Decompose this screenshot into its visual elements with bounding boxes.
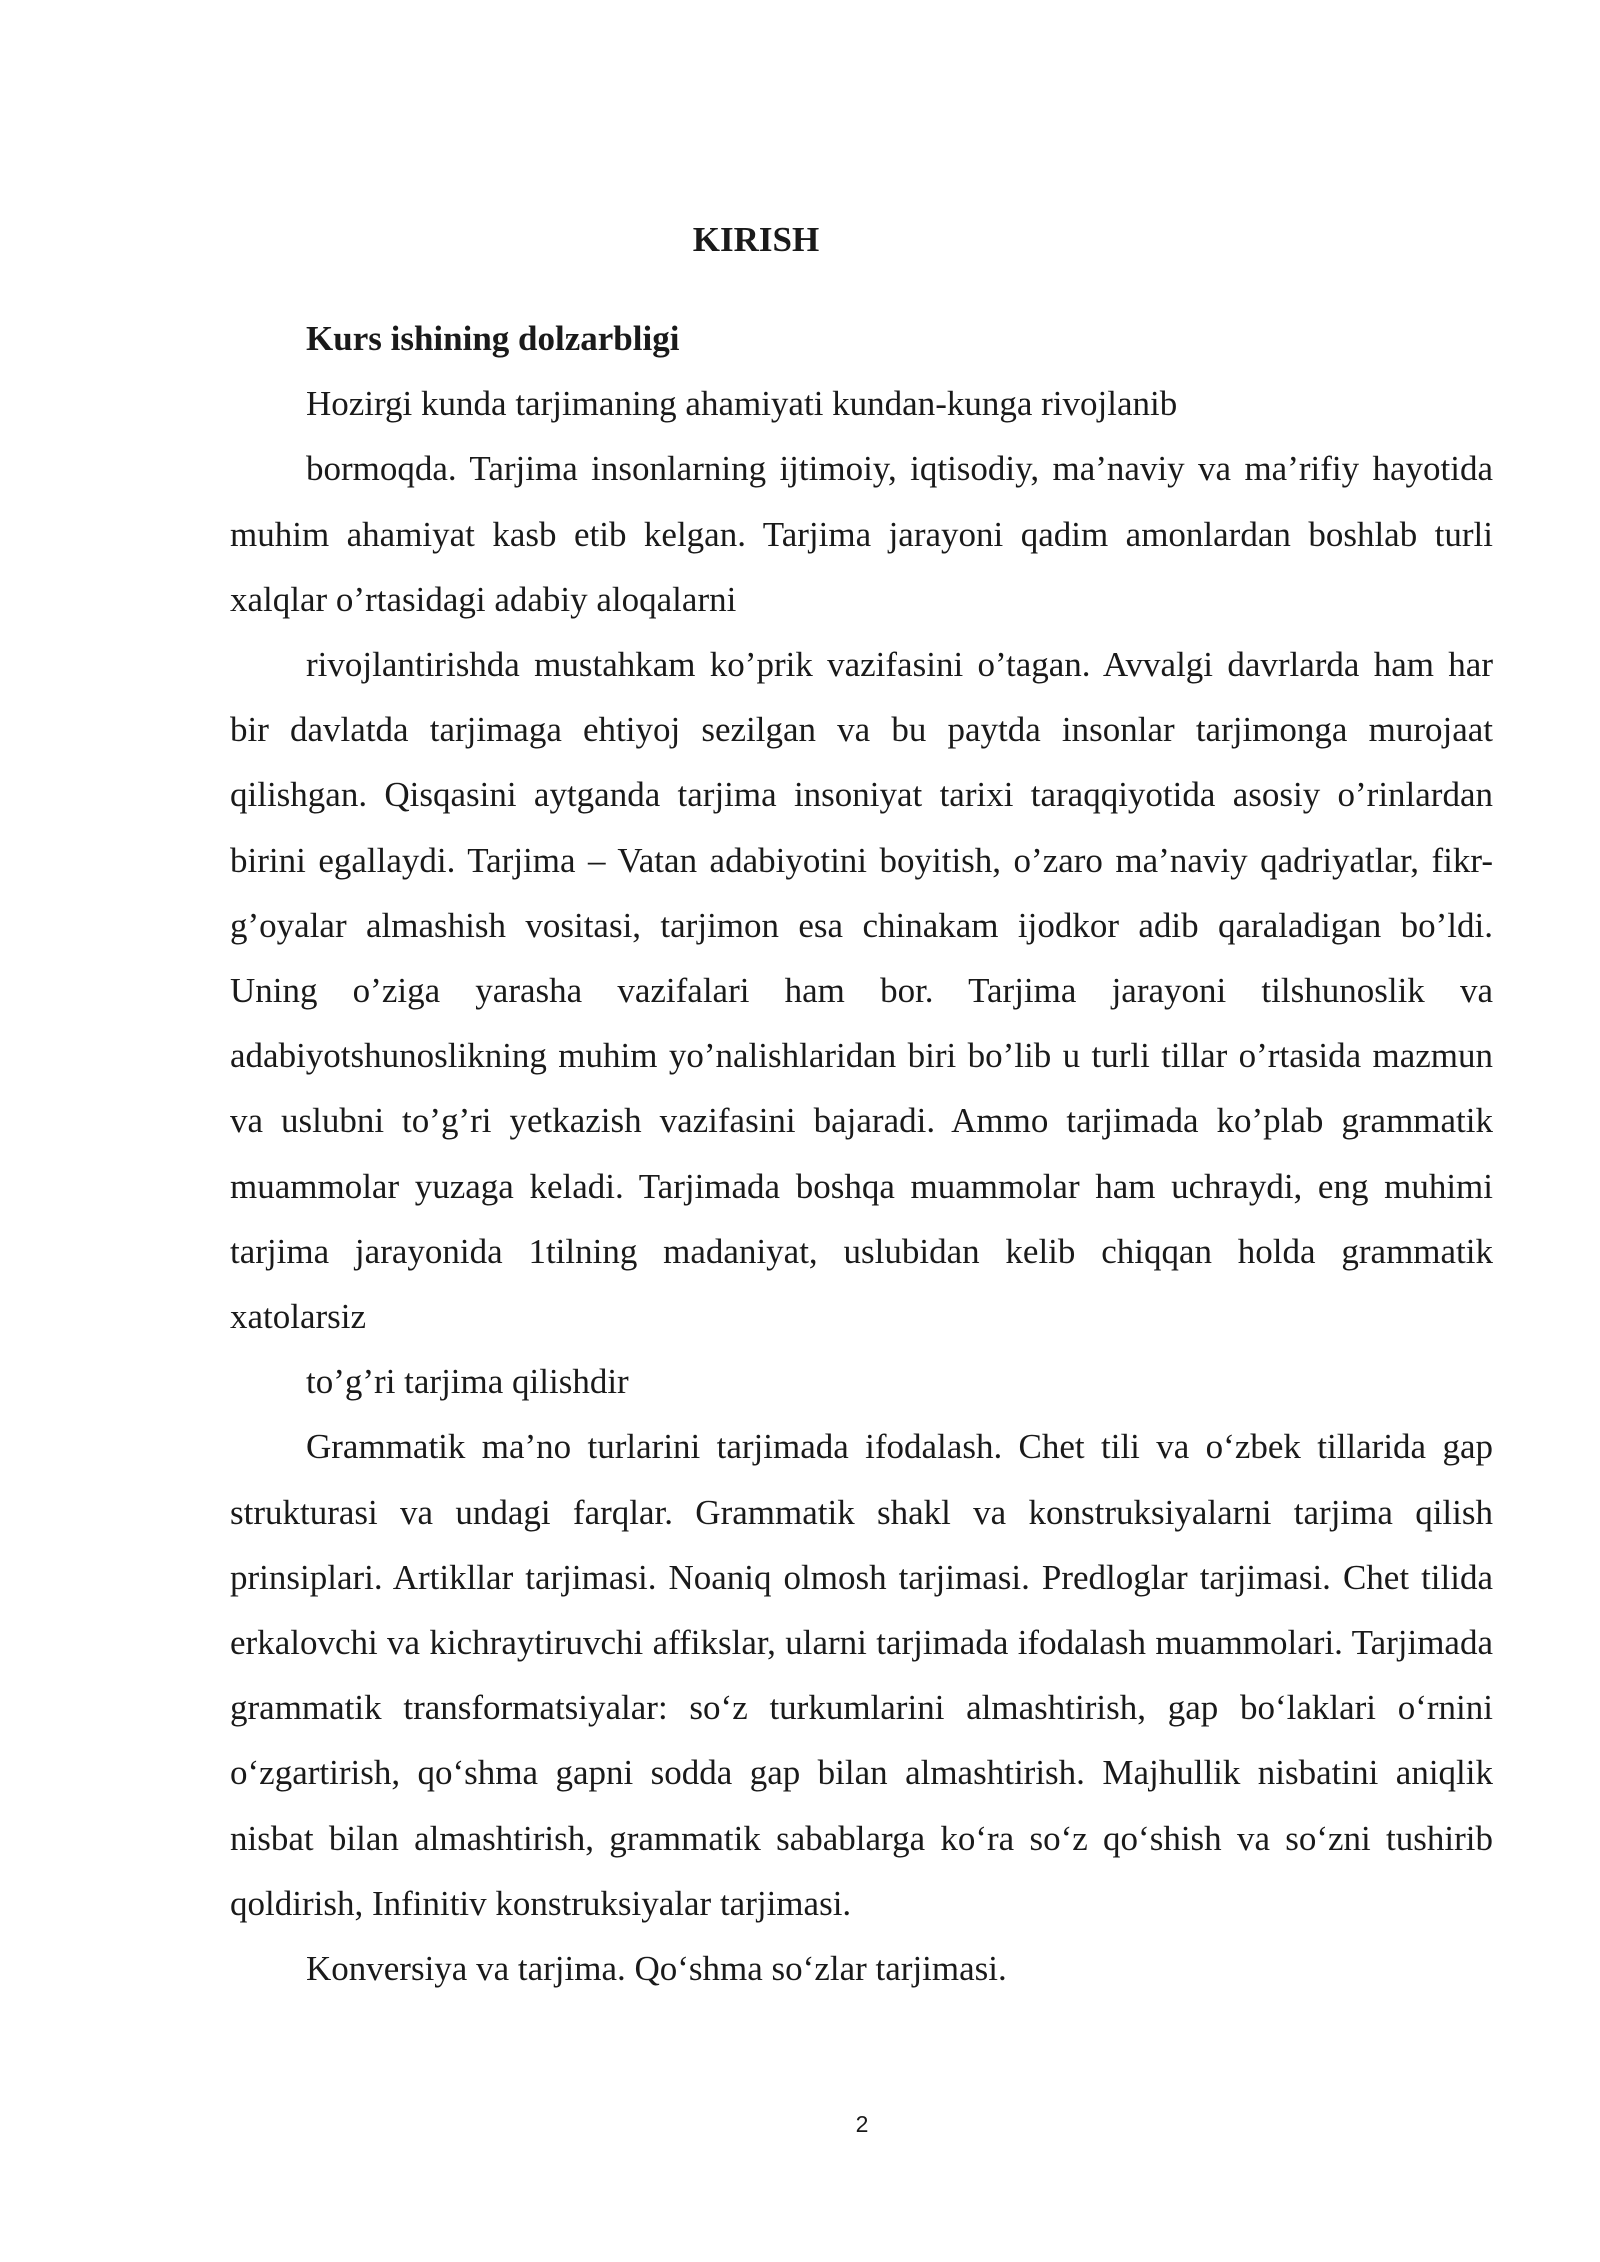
- paragraph: Grammatik ma’no turlarini tarjimada ifodalash. Chet tili va o‘zbek tillarida gap strukturasi va undagi farqlar. Grammatik shakl va konstruksiyalarni tarjima qilish prinsiplari. Artikllar tarjimasi. Noaniq olmosh tarjimasi. Predloglar tarjimasi. Chet tilida erkalovchi va kichraytiruvchi affikslar, ularni tarjimada ifodalash muammolari. Tarjimada grammatik transformatsiyalar: so‘z turkumlarini almashtirish, gap bo‘laklari o‘rnini o‘zgartirish, qo‘shma gapni sodda gap bilan almashtirish. Majhullik nisbatini aniqlik nisbat bilan almashtirish, grammatik sabablarga ko‘ra so‘z qo‘shish va so‘zni tushirib qoldirish, Infinitiv konstruksiyalar tarjimasi.: [230, 1427, 1493, 1923]
- paragraph: rivojlantirishda mustahkam ko’prik vazifasini o’tagan. Avvalgi davrlarda ham har bir davlatda tarjimaga ehtiyoj sezilgan va bu paytda insonlar tarjimonga murojaat qilishgan. Qisqasini aytganda tarjima insoniyat tarixi taraqqiyotida asosiy o’rinlardan birini egallaydi. Tarjima – Vatan adabiyotini boyitish, o’zaro ma’naviy qadriyatlar, fikr-g’oyalar almashish vositasi, tarjimon esa chinakam ijodkor adib qaraladigan bo’ldi. Uning o’ziga yarasha vazifalari ham bor. Tarjima jarayoni tilshunoslik va adabiyotshunoslikning muhim yo’nalishlaridan biri bo’lib u turli tillar o’rtasida mazmun va uslubni to’g’ri yetkazish vazifasini bajaradi. Ammo tarjimada ko’plab grammatik muammolar yuzaga keladi. Tarjimada boshqa muammolar ham uchraydi, eng muhimi tarjima jarayonida 1tilning madaniyat, uslubidan kelib chiqqan holda grammatik xatolarsiz: [230, 645, 1493, 1337]
- page-title: KIRISH: [692, 220, 820, 259]
- section-heading: Kurs ishining dolzarbligi: [306, 319, 680, 358]
- paragraph: Konversiya va tarjima. Qo‘shma so‘zlar tarjimasi.: [306, 1949, 1007, 1989]
- paragraph: Hozirgi kunda tarjimaning ahamiyati kundan-kunga rivojlanib: [306, 384, 1178, 424]
- paragraph: to’g’ri tarjima qilishdir: [306, 1362, 629, 1402]
- paragraph: bormoqda. Tarjima insonlarning ijtimoiy, iqtisodiy, ma’naviy va ma’rifiy hayotida muhim ahamiyat kasb etib kelgan. Tarjima jarayoni qadim amonlardan boshlab turli xalqlar o’rtasidagi adabiy aloqalarni: [230, 449, 1493, 619]
- body-text: [230, 306, 1493, 2001]
- page-number: 2: [855, 2111, 869, 2137]
